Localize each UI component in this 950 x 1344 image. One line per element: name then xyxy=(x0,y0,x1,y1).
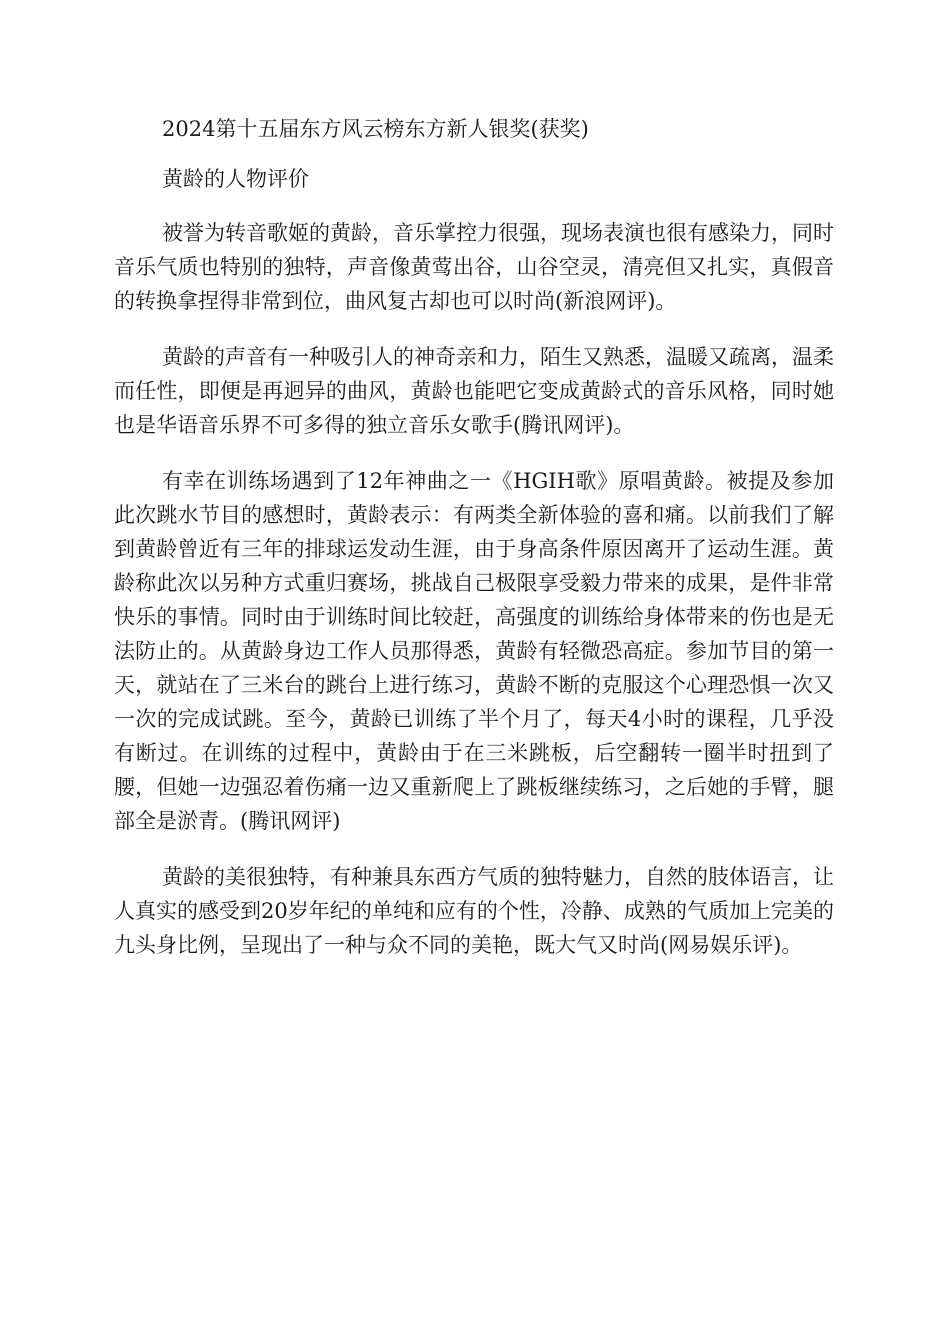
paragraph-critique-tencent-voice: 黄龄的声音有一种吸引人的神奇亲和力，陌生又熟悉，温暖又疏离，温柔而任性，即便是再迥异的曲风，黄龄也能吧它变成黄龄式的音乐风格，同时她也是华语音乐界不可多得的独立音乐女歌手(腾讯网评)。 xyxy=(114,345,834,437)
document-body xyxy=(114,112,834,984)
paragraph-diving-training: 有幸在训练场遇到了12年神曲之一《HGIH歌》原唱黄龄。被提及参加此次跳水节目的感想时，黄龄表示：有两类全新体验的喜和痛。以前我们了解到黄龄曾近有三年的排球运发动生涯，由于身高条件原因离开了运动生涯。黄龄称此次以另种方式重归赛场，挑战自己极限享受毅力带来的成果，是件非常快乐的事情。同时由于训练时间比较赶，高强度的训练给身体带来的伤也是无法防止的。从黄龄身边工作人员那得悉，黄龄有轻微恐高症。参加节目的第一天，就站在了三米台的跳台上进行练习，黄龄不断的克服这个心理恐惧一次又一次的完成试跳。至今，黄龄已训练了半个月了，每天4小时的课程，几乎没有断过。在训练的过程中，黄龄由于在三米跳板，后空翻转一圈半时扭到了腰，但她一边强忍着伤痛一边又重新爬上了跳板继续练习，之后她的手臂，腿部全是淤青。(腾讯网评) xyxy=(114,469,834,833)
award-line: 2024第十五届东方风云榜东方新人银奖(获奖) xyxy=(162,117,589,141)
paragraph-critique-netease: 黄龄的美很独特，有种兼具东西方气质的独特魅力，自然的肢体语言，让人真实的感受到20岁年纪的单纯和应有的个性，冷静、成熟的气质加上完美的九头身比例，呈现出了一种与众不同的美艳，既大气又时尚(网易娱乐评)。 xyxy=(114,865,834,957)
section-heading: 黄龄的人物评价 xyxy=(162,167,309,191)
paragraph-critique-sina: 被誉为转音歌姬的黄龄，音乐掌控力很强，现场表演也很有感染力，同时音乐气质也特别的独特，声音像黄莺出谷，山谷空灵，清亮但又扎实，真假音的转换拿捏得非常到位，曲风复古却也可以时尚(新浪网评)。 xyxy=(114,221,834,313)
